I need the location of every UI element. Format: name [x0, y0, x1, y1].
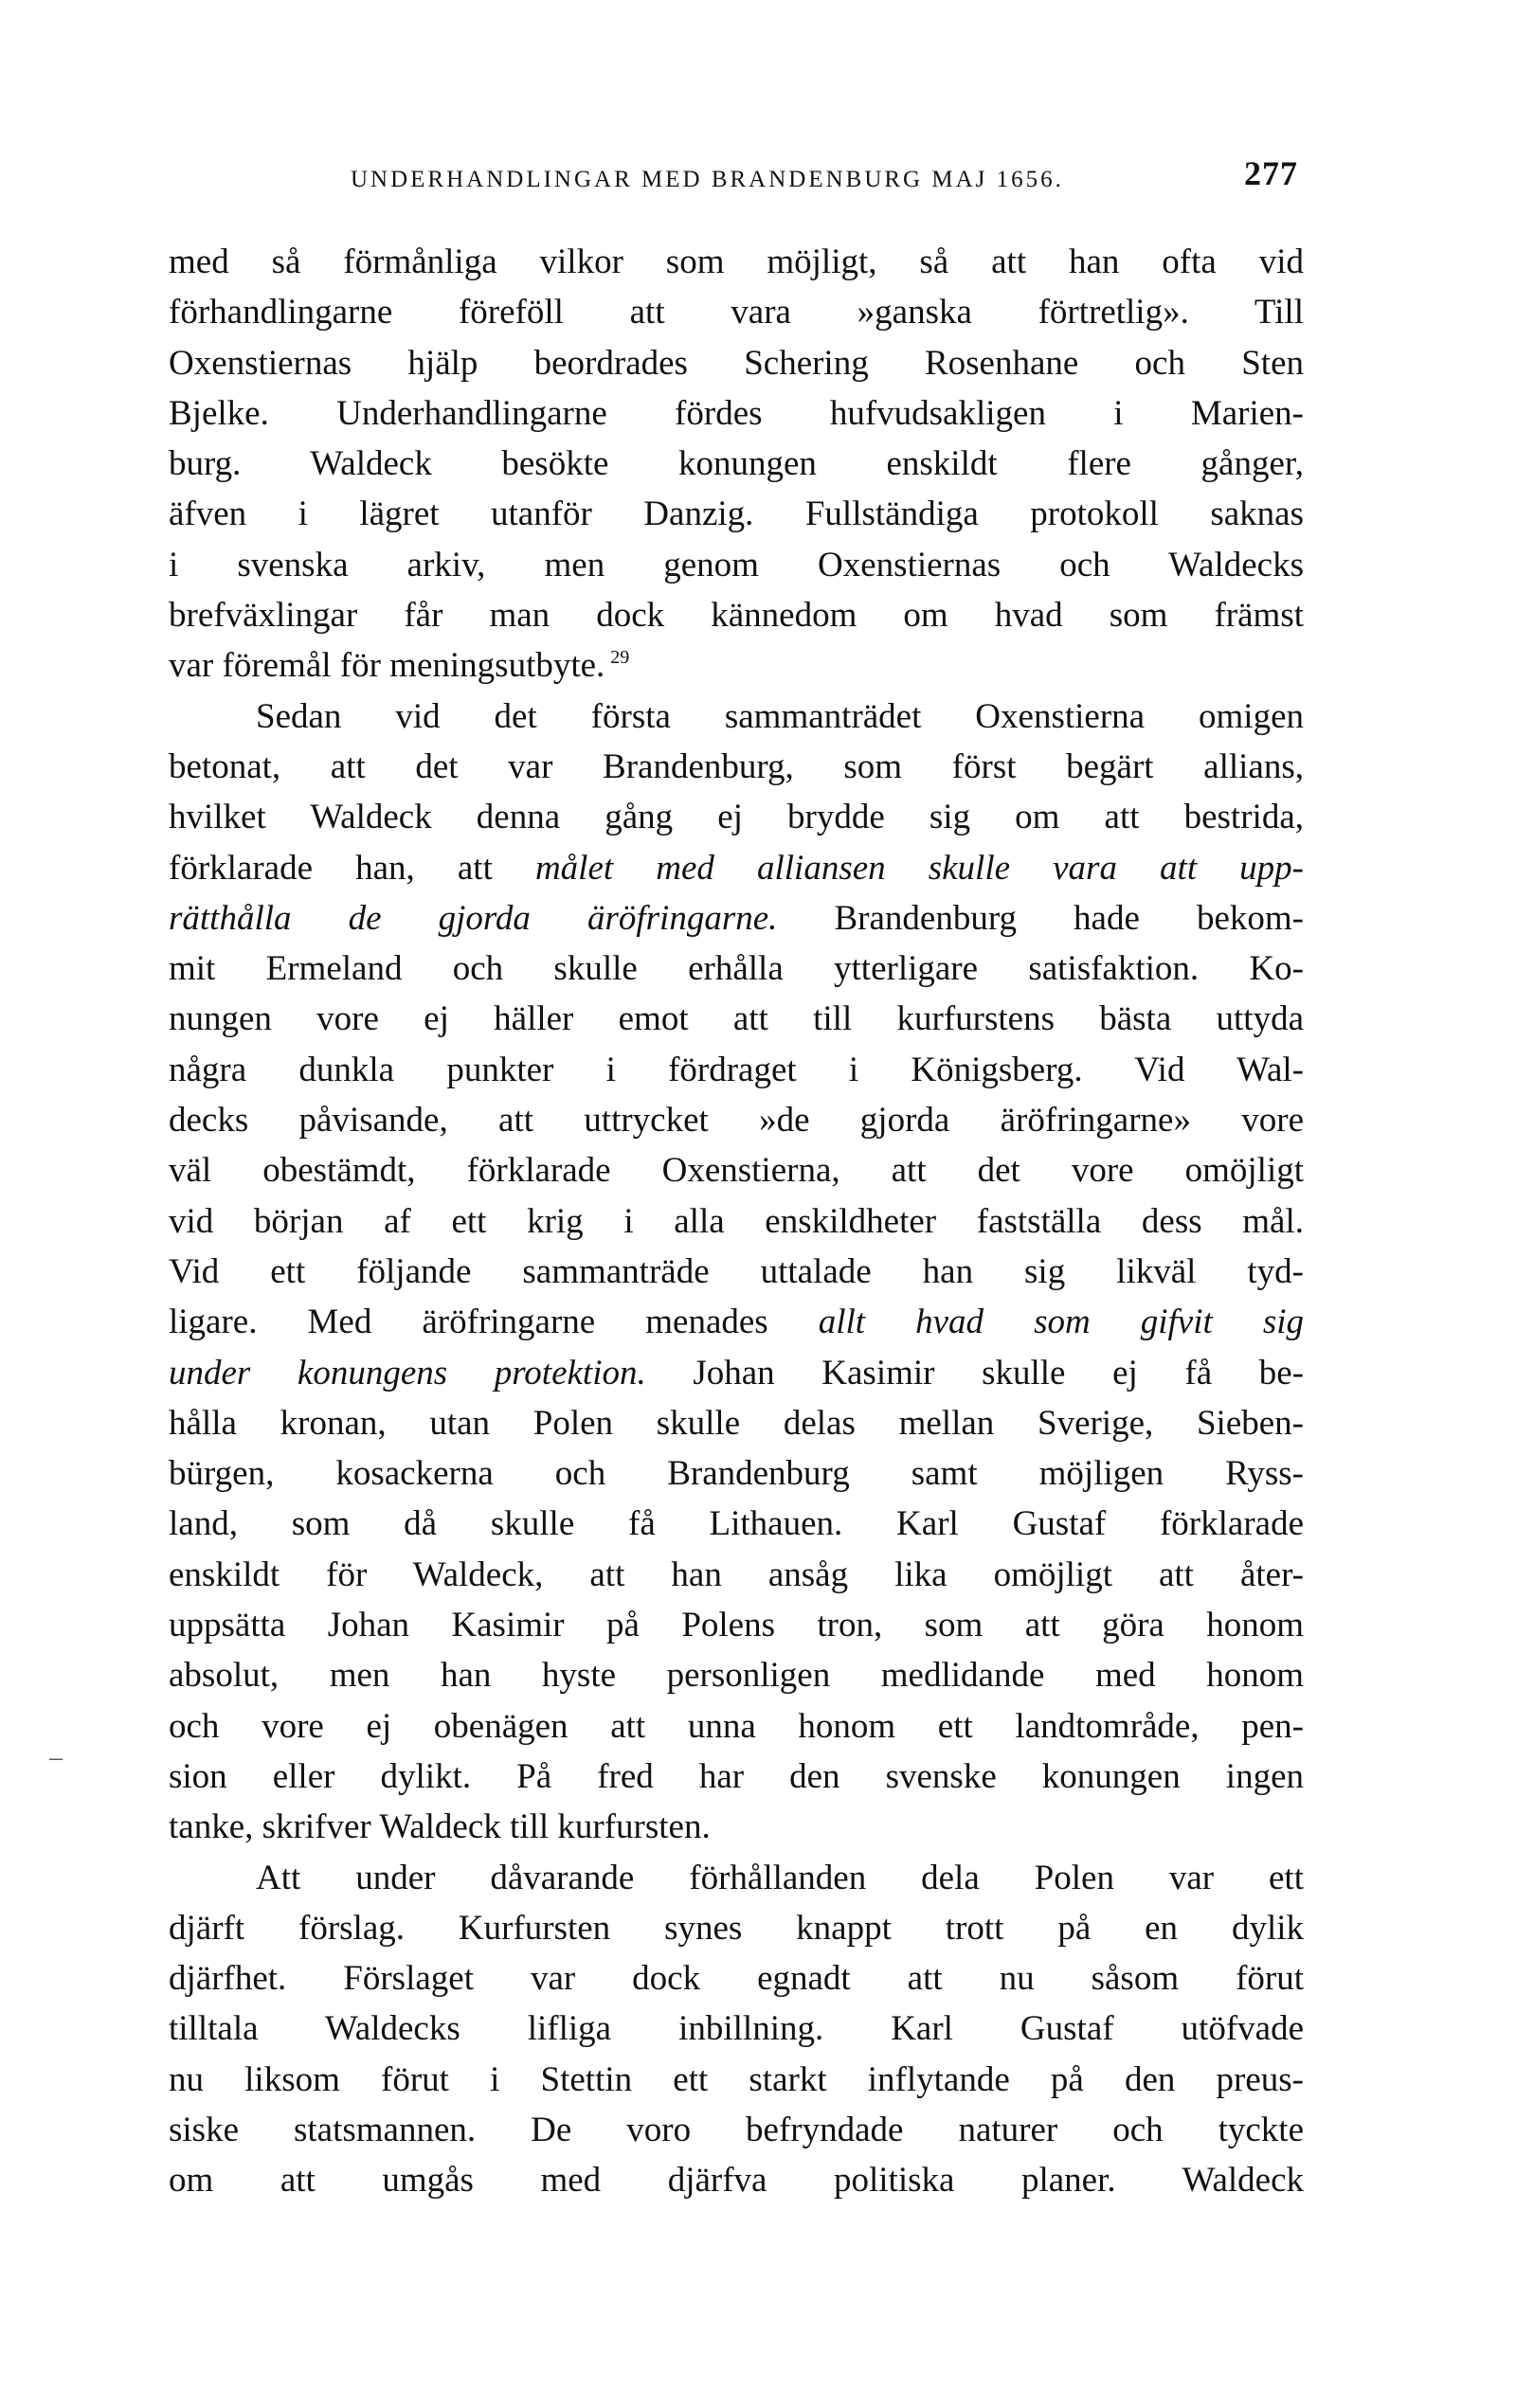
text-line: Oxenstiernas hjälp beordrades Schering Rosenhane och Sten [169, 343, 1304, 383]
text-line: absolut, men han hyste personligen medlidande med honom [169, 1656, 1304, 1696]
text-line: äfven i lägret utanför Danzig. Fullständiga protokoll saknas [169, 494, 1304, 534]
margin-mark: – [49, 1743, 63, 1772]
text-line [169, 1297, 1304, 1347]
text-line: förhandlingarne föreföll att vara »ganska förtretlig». Till [169, 293, 1304, 332]
italic-segment: allt hvad som gifvit sig [818, 1303, 1304, 1342]
text-line: brefväxlingar får man dock kännedom om hvad som främst [169, 596, 1304, 636]
body-text [169, 237, 1304, 2206]
text-line [169, 843, 1304, 893]
text-line: decks påvisande, att uttrycket »de gjorda äröfringarne» vore [169, 1101, 1304, 1141]
text-line: djärft förslag. Kurfursten synes knappt trott på en dylik [169, 1908, 1304, 1948]
text-line: sion eller dylikt. På fred har den svenske konungen ingen [169, 1756, 1304, 1796]
text-line: och vore ej obenägen att unna honom ett landtområde, pen- [169, 1706, 1304, 1746]
text-line [169, 893, 1304, 943]
text-line: nu liksom förut i Stettin ett starkt inflytande på den preus- [169, 2059, 1304, 2099]
text-line: Bjelke. Underhandlingarne fördes hufvudsakligen i Marien- [169, 393, 1304, 433]
text-line: djärfhet. Förslaget var dock egnadt att nu såsom förut [169, 1959, 1304, 1999]
text-segment: Brandenburg hade bekom- [834, 898, 1304, 938]
italic-segment: under konungens protektion. [169, 1353, 646, 1393]
text-line: tanke, skrifver Waldeck till kurfursten. [169, 1807, 711, 1847]
text-line: om att umgås med djärfva politiska planer. Waldeck [169, 2161, 1304, 2201]
text-line: hålla kronan, utan Polen skulle delas mellan Sverige, Sieben- [169, 1403, 1304, 1443]
text-line: enskildt för Waldeck, att han ansåg lika omöjligt att åter- [169, 1554, 1304, 1594]
text-line: väl obestämdt, förklarade Oxenstierna, att det vore omöjligt [169, 1151, 1304, 1191]
text-line [169, 640, 1304, 691]
text-line: i svenska arkiv, men genom Oxenstiernas och Waldecks [169, 545, 1304, 584]
text-line [169, 1348, 1304, 1398]
text-line: siske statsmannen. De voro befryndade naturer och tyckte [169, 2110, 1304, 2149]
text-line: nungen vore ej häller emot att till kurfurstens bästa uttyda [169, 999, 1304, 1039]
italic-segment: målet med alliansen skulle vara att upp- [534, 848, 1304, 888]
running-head: UNDERHANDLINGAR MED BRANDENBURG MAJ 1656. [351, 167, 1064, 192]
text-line: betonat, att det var Brandenburg, som först begärt allians, [169, 746, 1304, 786]
text-line: land, som då skulle få Lithauen. Karl Gustaf förklarade [169, 1504, 1304, 1544]
text-line: Vid ett följande sammanträde uttalade han sig likväl tyd- [169, 1251, 1304, 1291]
text-line: uppsätta Johan Kasimir på Polens tron, som att göra honom [169, 1606, 1304, 1645]
italic-segment: rätthålla de gjorda äröfringarne. [169, 898, 778, 938]
paragraph-start-line: Sedan vid det första sammanträdet Oxenstierna omigen [256, 696, 1304, 736]
text-segment: ligare. Med äröfringarne menades [169, 1303, 768, 1342]
text-line: vid början af ett krig i alla enskildheter fastställa dess mål. [169, 1201, 1304, 1241]
footnote-reference: 29 [610, 647, 630, 669]
text-segment: Johan Kasimir skulle ej få be- [693, 1353, 1304, 1393]
text-line: bürgen, kosackerna och Brandenburg samt möjligen Ryss- [169, 1454, 1304, 1494]
text-line: några dunkla punkter i fördraget i Königsberg. Vid Wal- [169, 1050, 1304, 1089]
text-line: med så förmånliga vilkor som möjligt, så att han ofta vid [169, 243, 1304, 281]
text-line: burg. Waldeck besökte konungen enskildt flere gånger, [169, 444, 1304, 484]
page-header [351, 152, 1298, 199]
text-line: mit Ermeland och skulle erhålla ytterligare satisfaktion. Ko- [169, 949, 1304, 989]
text-line: hvilket Waldeck denna gång ej brydde sig om att bestrida, [169, 798, 1304, 837]
text-line: tilltala Waldecks lifliga inbillning. Karl Gustaf utöfvade [169, 2009, 1304, 2049]
text-segment: förklarade han, att [169, 848, 493, 888]
text-line-content: var föremål för meningsutbyte. [169, 646, 605, 686]
paragraph-start-line: Att under dåvarande förhållanden dela Polen var ett [256, 1858, 1304, 1897]
page-number: 277 [1244, 154, 1298, 192]
